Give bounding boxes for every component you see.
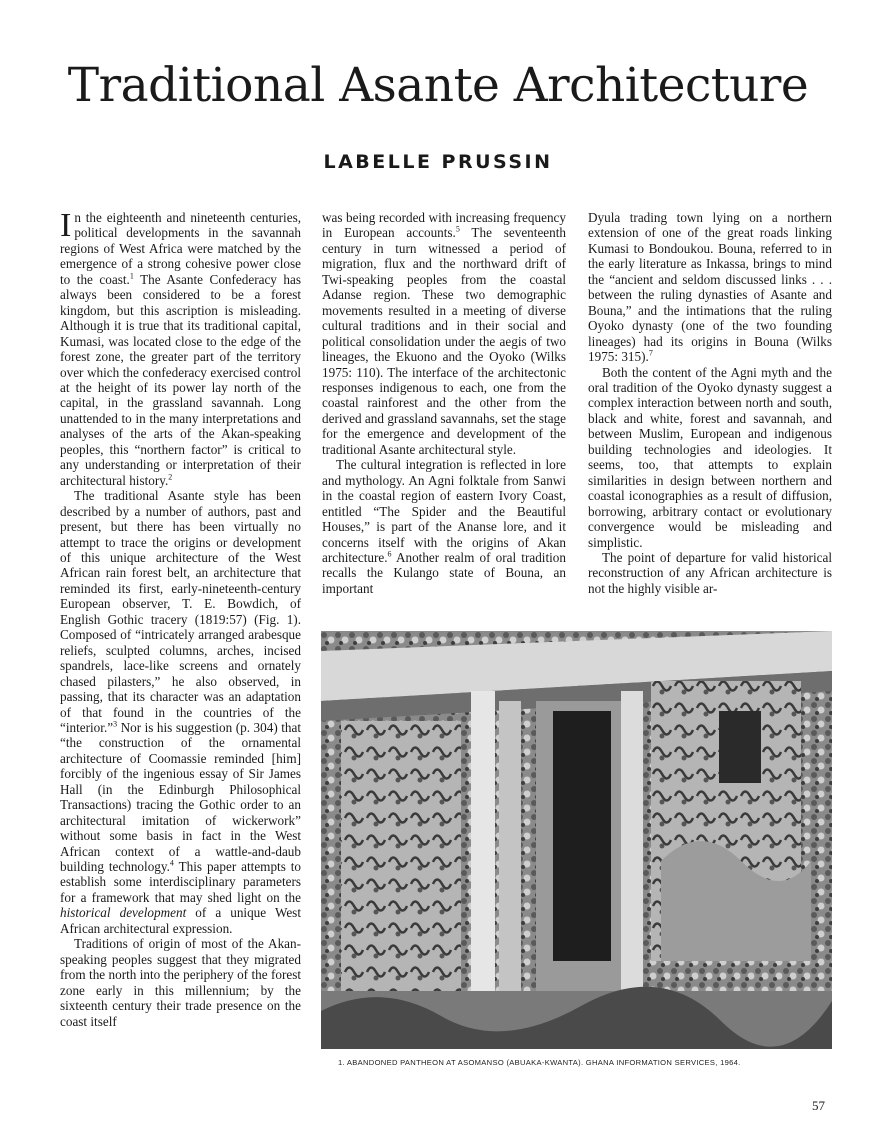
- text-column-3: [588, 210, 832, 596]
- paragraph-text: Another realm of oral tradition recalls the Kulango state of Bouna, an important: [322, 549, 566, 596]
- footnote-ref: 7: [648, 348, 653, 358]
- paragraph-text: Traditions of origin of most of the Akan-speaking peoples suggest that they migrated from the north into the periphery of the forest zone early in this millennium; by the sixteenth century their trade presence on the coast itself: [60, 936, 301, 1029]
- footnote-ref: 4: [169, 858, 174, 868]
- paragraph-text: was being recorded with increasing frequency in European accounts.: [322, 210, 566, 241]
- paragraph-text: Nor is his suggestion (p. 304) that “the construction of the ornamental architecture of Coomassie reminded [him] forcibly of the ingenious essay of Sir James Hall (in the Edinburgh Philosophical Transactions) tracing the Gothic order to an architectural imitation of wickerwork” without some basis in fact in the West African context of a wattle-and-daub building technology.: [60, 719, 301, 875]
- paragraph-text: n the eighteenth and nineteenth centuries, political developments in the savannah regions of West Africa were matched by the emergence of a strong cohesive power close to the coast.: [60, 210, 301, 287]
- figure-caption: 1. ABANDONED PANTHEON AT ASOMANSO (ABUAKA-KWANTA). GHANA INFORMATION SERVICES, 1964.: [338, 1058, 741, 1067]
- article-title: Traditional Asante Architecture: [67, 58, 809, 113]
- paragraph: [60, 488, 301, 936]
- paragraph-text: The Asante Confederacy has always been considered to be a forest kingdom, but this ascription is misleading. Although it is true that its traditional capital, Kumasi, was located close to the edge of the forest zone, the greater part of the territory over which the confederacy exercised control at the height of its power lay north of the capital, in the grassland savannah. Long unattended to in the many interpretations and analyses of the arts of the Akan-speaking peoples, this “northern factor” is critical to any understanding or interpretation of their architectural history.: [60, 271, 301, 488]
- paragraph-text: The seventeenth century in turn witnessed a period of migration, flux and the northward drift of Twi-speaking peoples from the coastal Adanse region. These two demographic movements resulted in a meeting of diverse cultural traditions and in their social and political consolidation under the aegis of two lineages, the Ekuono and the Oyoko (Wilks 1975: 110). The interface of the architectonic responses indigenous to each, one from the coastal rainforest and the other from the derived and grassland savannahs, set the stage for the emergence and development of the traditional Asante architectural style.: [322, 225, 566, 457]
- paragraph-text: The cultural integration is reflected in lore and mythology. An Agni folktale from Sanwi in the coastal region of eastern Ivory Coast, entitled “The Spider and the Beautiful Houses,” is part of the Ananse lore, and it concerns itself with the origins of Akan architecture.: [322, 457, 566, 565]
- footnote-ref: 2: [168, 472, 173, 482]
- text-column-2: [322, 210, 566, 596]
- pantheon-photo-illustration: [321, 631, 832, 1049]
- paragraph: [588, 550, 832, 596]
- paragraph: [322, 457, 566, 596]
- paragraph: [588, 210, 832, 365]
- paragraph: [322, 210, 566, 457]
- paragraph-text: Both the content of the Agni myth and the oral tradition of the Oyoko dynasty suggest a complex interaction between north and south, black and white, forest and savannah, and between Muslim, European and indigenous building technologies and ideologies. It seems, too, that attempts to explain similarities in design between northern and coastal iconographies as a result of diffusion, borrowing, arbitrary contact or evolutionary convergence would be misleading and simplistic.: [588, 364, 832, 550]
- paragraph-text: The point of departure for valid historical reconstruction of any African architecture is not the highly visible ar-: [588, 549, 832, 596]
- page-number: 57: [812, 1098, 825, 1113]
- footnote-ref: 5: [455, 225, 460, 235]
- drop-cap: I: [60, 207, 72, 244]
- footnote-ref: 3: [113, 719, 118, 729]
- author-byline: LABELLE PRUSSIN: [323, 151, 553, 173]
- figure-photo-pantheon: [321, 631, 832, 1049]
- paragraph: [588, 365, 832, 550]
- paragraph-text: The traditional Asante style has been described by a number of authors, past and present, but there has been virtually no attempt to trace the origins or development of this unique architecture of the West African rain forest belt, an architecture that reminded its first, early-nineteenth-century European observer, T. E. Bowdich, of English Gothic tracery (1819:57) (Fig. 1). Composed of “intricately arranged arabesque reliefs, sculpted columns, arches, incised spandrels, lace-like screens and ornately chased pilasters,” he also observed, in passing, that its character was an adaptation of that found in the countries of the “interior.”: [60, 488, 301, 735]
- paragraph-text: of a unique West African architectural expression.: [60, 905, 301, 936]
- footnote-ref: 6: [387, 549, 392, 559]
- text-column-1: [60, 207, 302, 1029]
- footnote-ref: 1: [129, 271, 134, 281]
- paragraph-text: Dyula trading town lying on a northern extension of one of the great roads linking Kumasi to Bondoukou. Bouna, referred to in the early literature as Inkassa, brings to mind the “ancient and seldom discussed links . . . between the ruling dynasties of Asante and Bouna,” and the intimations that the ruling Oyoko dynasty (one of the two founding lineages) had its origins in Bouna (Wilks 1975: 315).: [588, 210, 832, 365]
- emphasis-text: historical development: [60, 905, 187, 921]
- paragraph-text: This paper attempts to establish some interdisciplinary parameters for a framework that may shed light on the: [60, 859, 302, 905]
- paragraph: [60, 936, 301, 1029]
- paragraph: [60, 207, 301, 488]
